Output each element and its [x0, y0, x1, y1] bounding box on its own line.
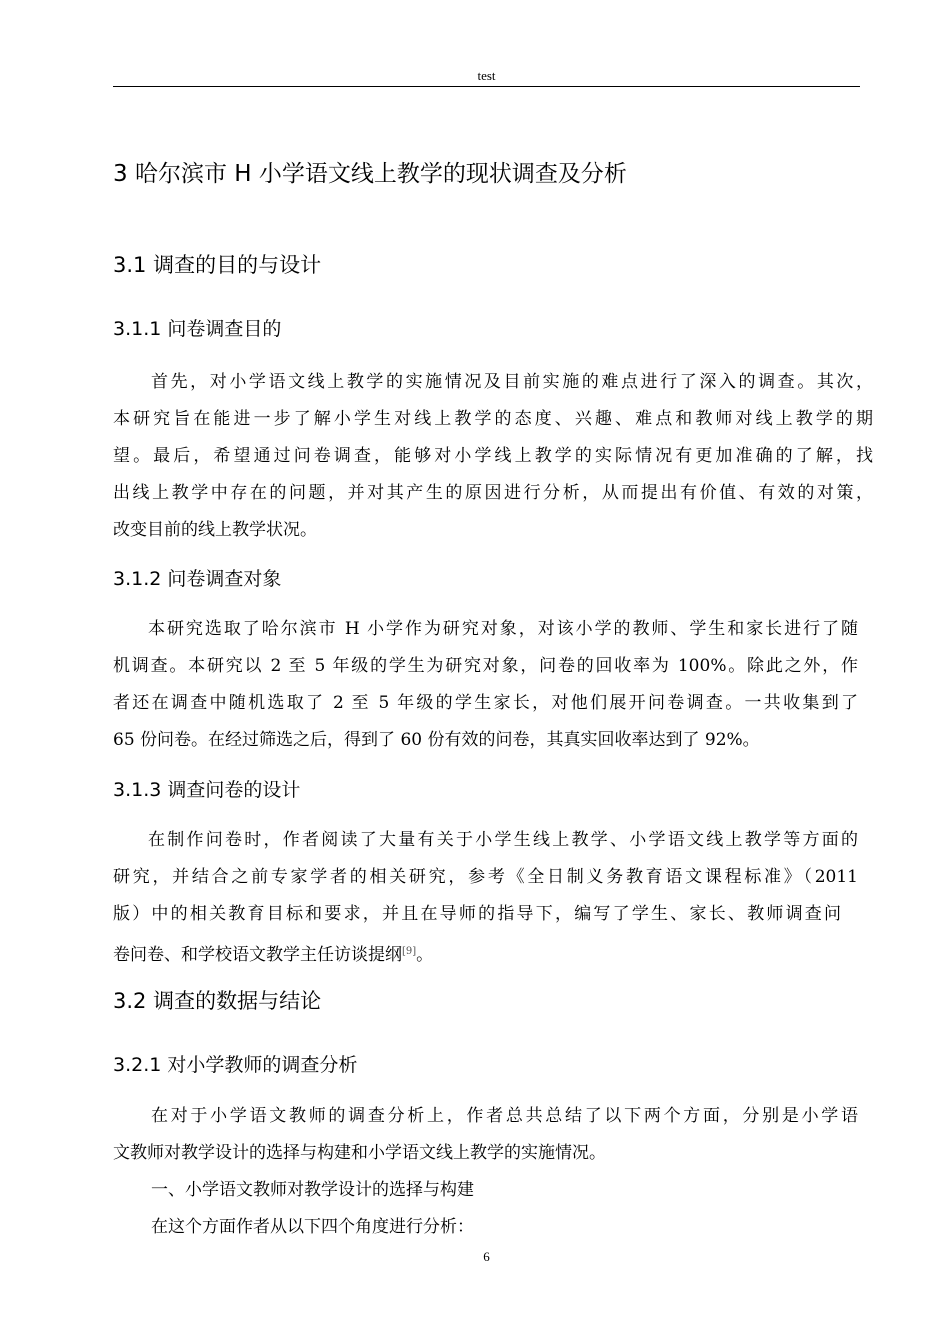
citation-marker: [9]	[402, 946, 417, 957]
paragraph-line: 出线上教学中存在的问题，并对其产生的原因进行分析，从而提出有价值、有效的对策，	[113, 483, 873, 503]
paragraph-3-1-1	[113, 364, 873, 549]
paragraph-line: 在对于小学语文教师的调查分析上，作者总共总结了以下两个方面，分别是小学语	[151, 1106, 858, 1126]
header-rule	[113, 86, 860, 87]
subsection-3-2-1-title: 3.2.1 对小学教师的调查分析	[113, 1054, 358, 1076]
end-punctuation: 。	[416, 945, 434, 965]
paragraph-3-1-2	[113, 611, 858, 759]
chapter-title: 3 哈尔滨市 H 小学语文线上教学的现状调查及分析	[113, 161, 627, 187]
section-3-2-title: 3.2 调查的数据与结论	[113, 989, 322, 1013]
paragraph-3-2-1	[113, 1098, 858, 1246]
paragraph-line: 改变目前的线上教学状况。	[113, 520, 317, 540]
paragraph-line-last	[113, 933, 858, 970]
paragraph-line: 版）中的相关教育目标和要求，并且在导师的指导下，编写了学生、家长、教师调查问	[113, 904, 841, 924]
paragraph-line: 望。最后，希望通过问卷调查，能够对小学线上教学的实际情况有更加准确的了解，找	[113, 446, 873, 466]
paragraph-line: 首先，对小学语文线上教学的实施情况及目前实施的难点进行了深入的调查。其次，	[151, 372, 873, 392]
paragraph-line: 在制作问卷时，作者阅读了大量有关于小学生线上教学、小学语文线上教学等方面的	[148, 830, 858, 850]
list-item-intro: 在这个方面作者从以下四个角度进行分析：	[151, 1217, 474, 1237]
subsection-3-1-2-title: 3.1.2 问卷调查对象	[113, 568, 282, 590]
paragraph-line: 研究，并结合之前专家学者的相关研究，参考《全日制义务教育语文课程标准》（2011	[113, 867, 858, 887]
page-number: 6	[483, 1249, 490, 1264]
running-header: test	[477, 68, 496, 83]
section-3-1-title: 3.1 调查的目的与设计	[113, 253, 322, 277]
paragraph-3-1-3	[113, 822, 858, 970]
paragraph-text: 卷问卷、和学校语文教学主任访谈提纲	[113, 945, 402, 965]
subsection-3-1-1-title: 3.1.1 问卷调查目的	[113, 318, 282, 340]
subsection-3-1-3-title: 3.1.3 调查问卷的设计	[113, 779, 301, 801]
list-item-heading: 一、小学语文教师对教学设计的选择与构建	[151, 1180, 474, 1200]
paragraph-line: 者还在调查中随机选取了 2 至 5 年级的学生家长，对他们展开问卷调查。一共收集到了	[113, 693, 858, 713]
paragraph-line: 文教师对教学设计的选择与构建和小学语文线上教学的实施情况。	[113, 1143, 606, 1163]
paragraph-line: 65 份问卷。在经过筛选之后，得到了 60 份有效的问卷，其真实回收率达到了 92%。	[113, 730, 760, 750]
paragraph-line: 本研究旨在能进一步了解小学生对线上教学的态度、兴趣、难点和教师对线上教学的期	[113, 409, 873, 429]
paragraph-line: 机调查。本研究以 2 至 5 年级的学生为研究对象，问卷的回收率为 100%。除此之外，作	[113, 656, 858, 676]
paragraph-line: 本研究选取了哈尔滨市 H 小学作为研究对象，对该小学的教师、学生和家长进行了随	[148, 619, 858, 639]
